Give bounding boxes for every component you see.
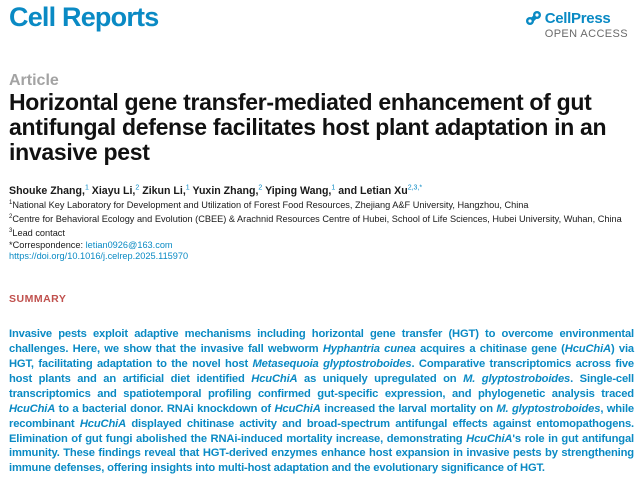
doi-link[interactable]: https://doi.org/10.1016/j.celrep.2025.115970: [9, 251, 189, 262]
abstract-segment: ) via HGT, facilitating adaptation to the novel host: [9, 343, 635, 370]
author-affiliation-marker[interactable]: 1: [331, 184, 336, 191]
abstract-segment: increased the larval mortality on: [320, 402, 497, 415]
abstract-italic-term: HcuChiA: [9, 402, 56, 415]
abstract-segment: displayed chitinase activity and broad-spectrum antifungal effects against entomopathogens. Elimination of gut fungi abolished the RNAi-induced mortality increase, demonstrating: [9, 417, 634, 445]
publisher-name: CellPress: [544, 10, 611, 27]
correspondence-email-link[interactable]: letian0926@163.com: [85, 239, 173, 250]
abstract-italic-term: M. glyptostroboides: [496, 402, 601, 415]
abstract-segment: acquires a chitinase gene (: [415, 343, 565, 356]
abstract-italic-term: HcuChiA: [79, 417, 127, 430]
author-name: Zikun Li,$^1$: [142, 184, 190, 197]
abstract-segment: to a bacterial donor. RNAi knockdown of: [55, 402, 275, 415]
affiliations-block: [9, 198, 631, 263]
author-affiliation-marker[interactable]: 2: [258, 184, 263, 191]
abstract-segment: Invasive pests exploit adaptive mechanisms including horizontal gene transfer (HGT) to overcome environmental challenges. Here, we show that the invasive fall webworm: [9, 328, 634, 356]
abstract-italic-term: HcuChiA: [564, 343, 611, 356]
abstract-italic-term: HcuChiA: [251, 372, 298, 385]
abstract-italic-term: HcuChiA: [466, 432, 513, 445]
author-name: Shouke Zhang,$^1$: [9, 184, 89, 197]
abstract-text: [9, 327, 634, 476]
summary-heading: SUMMARY: [9, 293, 67, 305]
abstract-segment: . Single-cell transcriptomics and spatiotemporal profiling confirmed gut-specific expression, and phylogenetic analysis traced: [9, 372, 634, 400]
article-type: Article: [9, 72, 59, 89]
abstract-italic-term: Hyphantria cunea: [322, 343, 416, 356]
abstract-italic-term: Metasequoia glyptostroboides: [252, 358, 412, 370]
author-name: and Letian $Xu^{2,3,*}$: [338, 184, 423, 197]
author-name: Yuxin Zhang,$^2$: [192, 184, 263, 197]
abstract-italic-term: HcuChiA: [274, 402, 321, 415]
affiliation-1: $^1$National Key Laboratory for Development and Utilization of Forest Food Resources, Zhejiang A&F University, Hangzhou, China: [9, 200, 529, 211]
affiliation-3: $^3$Lead contact: [9, 227, 65, 238]
abstract-segment: . Comparative transcriptomics across five host plants and an artificial diet identified: [9, 358, 634, 385]
correspondence: *Correspondence: letian0926@163.com: [9, 239, 173, 250]
author-list: [9, 184, 629, 197]
journal-name: Cell Reports: [9, 2, 159, 32]
abstract-segment: as uniquely upregulated on: [297, 372, 464, 385]
article-title: Horizontal gene transfer-mediated enhancement of gut antifungal defense facilitates host plant adaptation in an invasive pest: [9, 89, 607, 165]
author-name: Xiayu Li,$^2$: [91, 184, 140, 197]
abstract-segment: , while recombinant: [9, 402, 634, 430]
cellpress-logo-icon: [525, 10, 542, 27]
open-access-label: OPEN ACCESS: [544, 28, 628, 40]
affiliation-2: $^2$Centre for Behavioral Ecology and Evolution (CBEE) & Arachnid Resources Centre of Hubei, School of Life Sciences, Hubei University, Wuhan, China: [9, 213, 622, 224]
author-affiliation-marker[interactable]: 1: [185, 184, 190, 191]
author-affiliation-marker[interactable]: 2: [135, 184, 140, 191]
abstract-segment: 's role in gut antifungal immunity. These findings reveal that HGT-derived enzymes enhance host expansion in invasive pests by strengthening immune defenses, offering insights into multi-host adaptation and the evolutionary significance of HGT.: [9, 432, 634, 475]
author-name: Yiping Wang,$^1$: [265, 184, 336, 197]
publisher-brand: [525, 10, 628, 40]
abstract-italic-term: M. glyptostroboides: [463, 372, 571, 385]
author-affiliation-marker[interactable]: 1: [84, 184, 89, 191]
author-affiliation-marker[interactable]: 2,3,*: [407, 184, 423, 191]
